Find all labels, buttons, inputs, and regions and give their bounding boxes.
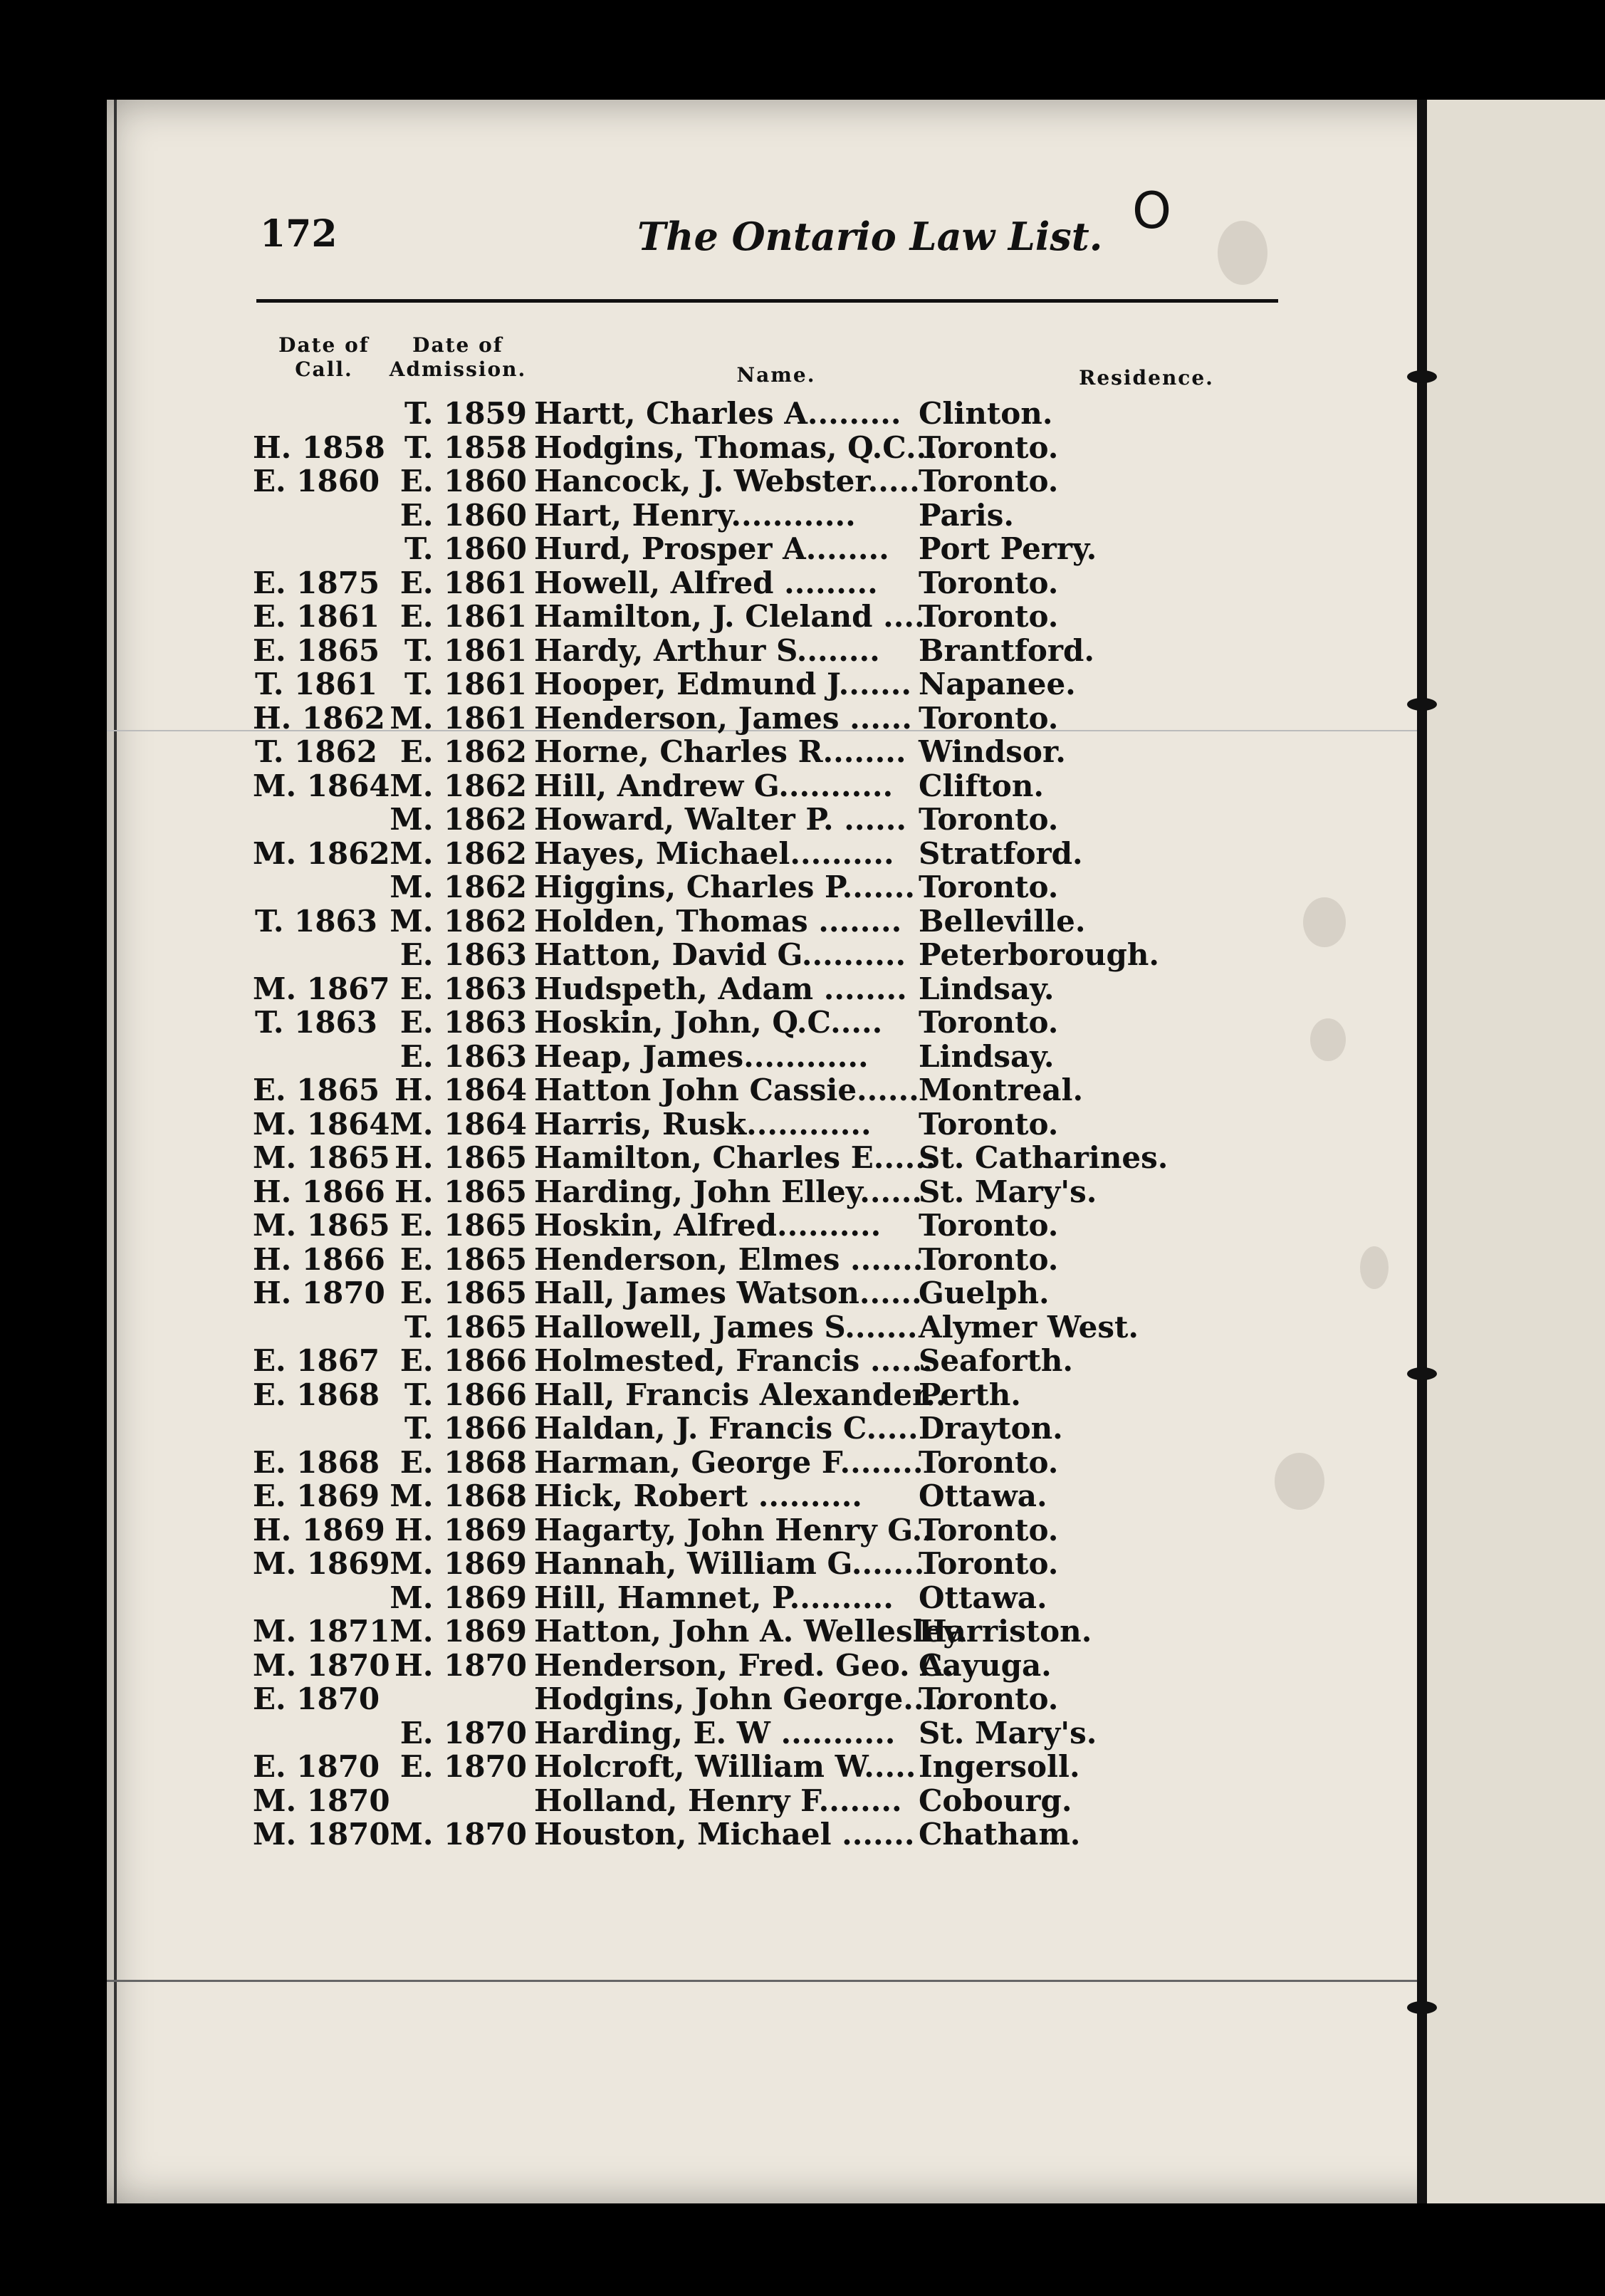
- date-of-admission: E. 1865: [399, 1241, 527, 1277]
- date-of-admission: E. 1863: [399, 1038, 527, 1074]
- date-of-admission: M. 1862: [390, 835, 527, 871]
- date-of-admission: M. 1869: [390, 1546, 527, 1581]
- residence: Toronto.: [919, 565, 1059, 600]
- lawyer-name: Holden, Thomas ........: [534, 903, 902, 939]
- column-header-name: Name.: [736, 363, 816, 387]
- lawyer-name: Hill, Hamnet, P..........: [534, 1580, 894, 1615]
- date-of-call: E. 1868: [253, 1444, 380, 1480]
- date-of-admission: E. 1860: [399, 497, 527, 533]
- residence: Toronto.: [919, 870, 1059, 904]
- residence: Paris.: [919, 497, 1015, 533]
- lawyer-name: Hatton, David G..........: [534, 937, 906, 972]
- table-row: [0, 734, 1310, 768]
- date-of-admission: E. 1870: [399, 1715, 527, 1750]
- date-of-call: H. 1866: [253, 1241, 385, 1277]
- date-of-admission: E. 1868: [399, 1444, 527, 1480]
- paper-stain: [1310, 1018, 1346, 1061]
- date-of-call: T. 1863: [255, 903, 377, 939]
- residence: Toronto.: [919, 1512, 1059, 1548]
- binding-mark: [1407, 370, 1437, 383]
- date-of-call: E. 1861: [253, 599, 380, 634]
- residence: Clinton.: [919, 396, 1053, 431]
- date-of-call: M. 1871: [253, 1614, 390, 1649]
- binding-spine: [1417, 100, 1427, 2203]
- table-row: [0, 464, 1310, 498]
- date-of-call: M. 1870: [253, 1783, 390, 1818]
- header-rule: [256, 299, 1278, 303]
- residence: Montreal.: [919, 1073, 1084, 1107]
- date-of-admission: E. 1861: [399, 565, 527, 600]
- table-row: [0, 1513, 1310, 1547]
- residence: Seaforth.: [919, 1343, 1074, 1378]
- lawyer-name: Hardy, Arthur S........: [534, 632, 880, 668]
- date-of-admission: E. 1866: [399, 1343, 527, 1378]
- residence: Toronto.: [919, 1546, 1059, 1581]
- table-row: [0, 599, 1310, 633]
- column-header-call: Date of Call.: [278, 333, 370, 381]
- date-of-call: H. 1869: [253, 1512, 385, 1548]
- date-of-admission: T. 1861: [404, 632, 527, 668]
- table-row: [0, 498, 1310, 532]
- lawyer-name: Hick, Robert ..........: [534, 1478, 862, 1513]
- date-of-admission: E. 1865: [399, 1208, 527, 1243]
- date-of-call: E. 1875: [253, 565, 380, 600]
- lawyer-name: Henderson, Fred. Geo. A.: [534, 1647, 954, 1683]
- residence: Alymer West.: [919, 1309, 1139, 1345]
- lawyer-name: Hamilton, Charles E......: [534, 1140, 936, 1175]
- residence: Toronto.: [919, 1208, 1059, 1243]
- paper-stain: [1360, 1246, 1389, 1289]
- residence: Cobourg.: [919, 1783, 1072, 1818]
- lawyer-name: Hurd, Prosper A........: [534, 531, 889, 566]
- lawyer-name: Harding, E. W ...........: [534, 1715, 896, 1750]
- running-head: The Ontario Law List.: [637, 214, 1103, 259]
- table-row: [0, 1343, 1310, 1377]
- residence: Toronto.: [919, 1241, 1059, 1277]
- table-row: [0, 836, 1310, 870]
- table-row: [0, 1107, 1310, 1141]
- lawyer-name: Hatton, John A. Wellesley.: [534, 1614, 968, 1649]
- table-row: [0, 1242, 1310, 1276]
- date-of-call: E. 1869: [253, 1478, 380, 1513]
- table-row: [0, 565, 1310, 600]
- lawyer-name: Houston, Michael .......: [534, 1817, 915, 1852]
- table-row: [0, 1073, 1310, 1107]
- date-of-admission: E. 1863: [399, 971, 527, 1006]
- table-row: [0, 1614, 1310, 1648]
- residence: Toronto.: [919, 1681, 1059, 1716]
- table-row: [0, 531, 1310, 565]
- date-of-call: M. 1870: [253, 1647, 390, 1683]
- residence: Lindsay.: [919, 971, 1055, 1006]
- table-row: [0, 937, 1310, 971]
- facing-page-edge: [1427, 100, 1605, 2203]
- date-of-call: E. 1870: [253, 1681, 380, 1716]
- residence: Toronto.: [919, 464, 1059, 499]
- lawyer-name: Hall, James Watson......: [534, 1275, 922, 1310]
- lawyer-name: Hallowell, James S.......: [534, 1309, 918, 1345]
- lawyer-name: Henderson, James ......: [534, 700, 912, 736]
- lawyer-name: Heap, James............: [534, 1038, 869, 1074]
- column-header-admission: Date of Admission.: [389, 333, 527, 381]
- lawyer-name: Hatton John Cassie......: [534, 1073, 919, 1107]
- residence: Toronto.: [919, 1106, 1059, 1142]
- table-row: [0, 430, 1310, 464]
- residence: Napanee.: [919, 667, 1076, 701]
- table-row: [0, 701, 1310, 735]
- date-of-call: M. 1864: [253, 768, 390, 803]
- residence: Toronto.: [919, 1444, 1059, 1480]
- date-of-admission: E. 1863: [399, 1005, 527, 1040]
- date-of-admission: T. 1859: [404, 396, 527, 431]
- table-row: [0, 1783, 1310, 1817]
- lawyer-name: Hayes, Michael..........: [534, 835, 894, 871]
- residence: St. Catharines.: [919, 1140, 1169, 1175]
- table-row: [0, 1716, 1310, 1750]
- date-of-admission: T. 1860: [404, 531, 527, 566]
- lawyer-name: Hamilton, J. Cleland ....: [534, 599, 925, 634]
- date-of-admission: M. 1870: [390, 1817, 527, 1852]
- margin-handwritten-mark: O: [1132, 182, 1172, 240]
- table-row: [0, 1208, 1310, 1242]
- lawyer-name: Haldan, J. Francis C.....: [534, 1411, 919, 1446]
- residence: Toronto.: [919, 700, 1059, 736]
- residence: Ottawa.: [919, 1478, 1047, 1513]
- date-of-call: T. 1861: [255, 667, 377, 701]
- date-of-call: M. 1867: [253, 971, 390, 1006]
- date-of-call: T. 1862: [255, 734, 377, 769]
- date-of-admission: M. 1862: [390, 768, 527, 803]
- residence: Toronto.: [919, 1005, 1059, 1040]
- date-of-admission: E. 1862: [399, 734, 527, 769]
- table-row: [0, 1648, 1310, 1682]
- residence: Stratford.: [919, 835, 1083, 871]
- lawyer-name: Holcroft, William W.....: [534, 1749, 916, 1784]
- date-of-call: M. 1865: [253, 1140, 390, 1175]
- table-row: [0, 971, 1310, 1006]
- table-row: [0, 1546, 1310, 1580]
- table-row: [0, 1411, 1310, 1445]
- table-row: [0, 1310, 1310, 1344]
- residence: Toronto.: [919, 802, 1059, 837]
- date-of-call: T. 1863: [255, 1005, 377, 1040]
- residence: Toronto.: [919, 599, 1059, 634]
- lawyer-name: Horne, Charles R........: [534, 734, 906, 769]
- date-of-admission: H. 1870: [394, 1647, 527, 1683]
- law-list-table: [0, 396, 1310, 1851]
- lawyer-name: Harding, John Elley......: [534, 1174, 923, 1209]
- lawyer-name: Hodgins, Thomas, Q.C....: [534, 429, 948, 465]
- date-of-call: M. 1869: [253, 1546, 390, 1581]
- table-row: [0, 870, 1310, 904]
- date-of-admission: T. 1865: [404, 1309, 527, 1345]
- lawyer-name: Hart, Henry............: [534, 497, 856, 533]
- table-row: [0, 904, 1310, 938]
- residence: St. Mary's.: [919, 1174, 1097, 1209]
- date-of-call: E. 1865: [253, 1073, 380, 1107]
- lawyer-name: Harris, Rusk............: [534, 1106, 872, 1142]
- lawyer-name: Howell, Alfred .........: [534, 565, 878, 600]
- binding-mark: [1407, 698, 1437, 711]
- table-row: [0, 1039, 1310, 1073]
- date-of-call: E. 1868: [253, 1377, 380, 1412]
- residence: Brantford.: [919, 632, 1094, 668]
- table-row: [0, 768, 1310, 803]
- date-of-admission: H. 1869: [394, 1512, 527, 1548]
- lawyer-name: Holland, Henry F........: [534, 1783, 902, 1818]
- table-row: [0, 802, 1310, 836]
- date-of-call: M. 1870: [253, 1817, 390, 1852]
- table-row: [0, 1478, 1310, 1513]
- lawyer-name: Hodgins, John George....: [534, 1681, 945, 1716]
- date-of-admission: H. 1864: [394, 1073, 527, 1107]
- date-of-call: M. 1862: [253, 835, 390, 871]
- residence: Port Perry.: [919, 531, 1097, 566]
- date-of-call: H. 1866: [253, 1174, 385, 1209]
- date-of-admission: T. 1866: [404, 1411, 527, 1446]
- table-row: [0, 396, 1310, 430]
- column-header-residence: Residence.: [1079, 366, 1214, 390]
- residence: Belleville.: [919, 903, 1086, 939]
- date-of-admission: T. 1858: [404, 429, 527, 465]
- binding-mark: [1407, 2001, 1437, 2014]
- table-row: [0, 1749, 1310, 1783]
- lawyer-name: Hagarty, John Henry G..: [534, 1512, 933, 1548]
- table-row: [0, 1140, 1310, 1174]
- date-of-call: E. 1867: [253, 1343, 380, 1378]
- residence: Perth.: [919, 1377, 1021, 1412]
- table-row: [0, 1174, 1310, 1209]
- residence: Ottawa.: [919, 1580, 1047, 1615]
- paper-stain: [1218, 221, 1267, 285]
- date-of-call: M. 1864: [253, 1106, 390, 1142]
- date-of-admission: M. 1862: [390, 802, 527, 837]
- date-of-admission: E. 1870: [399, 1749, 527, 1784]
- lawyer-name: Hoskin, John, Q.C.....: [534, 1005, 883, 1040]
- lawyer-name: Hoskin, Alfred..........: [534, 1208, 882, 1243]
- date-of-call: M. 1865: [253, 1208, 390, 1243]
- lawyer-name: Hooper, Edmund J.......: [534, 667, 911, 701]
- residence: St. Mary's.: [919, 1715, 1097, 1750]
- residence: Lindsay.: [919, 1038, 1055, 1074]
- residence: Ingersoll.: [919, 1749, 1080, 1784]
- residence: Harriston.: [919, 1614, 1092, 1649]
- date-of-call: E. 1870: [253, 1749, 380, 1784]
- table-row: [0, 1681, 1310, 1716]
- residence: Chatham.: [919, 1817, 1081, 1852]
- lawyer-name: Hancock, J. Webster.....: [534, 464, 920, 499]
- lawyer-name: Hannah, William G.......: [534, 1546, 925, 1581]
- residence: Windsor.: [919, 734, 1066, 769]
- table-row: [0, 1817, 1310, 1851]
- page-number: 172: [260, 212, 338, 256]
- date-of-admission: H. 1865: [394, 1174, 527, 1209]
- date-of-admission: E. 1865: [399, 1275, 527, 1310]
- date-of-call: H. 1870: [253, 1275, 385, 1310]
- residence: Toronto.: [919, 429, 1059, 465]
- residence: Drayton.: [919, 1411, 1063, 1446]
- residence: Cayuga.: [919, 1647, 1052, 1683]
- lawyer-name: Henderson, Elmes .......: [534, 1241, 924, 1277]
- date-of-admission: M. 1864: [390, 1106, 527, 1142]
- date-of-admission: M. 1868: [390, 1478, 527, 1513]
- bottom-margin-rule: [107, 1980, 1417, 1982]
- date-of-admission: M. 1862: [390, 870, 527, 904]
- table-row: [0, 1445, 1310, 1479]
- lawyer-name: Hartt, Charles A.........: [534, 396, 901, 431]
- table-row: [0, 633, 1310, 667]
- lawyer-name: Howard, Walter P. ......: [534, 802, 906, 837]
- binding-mark: [1407, 1367, 1437, 1380]
- lawyer-name: Hudspeth, Adam ........: [534, 971, 907, 1006]
- table-row: [0, 667, 1310, 701]
- table-row: [0, 1275, 1310, 1310]
- lawyer-name: Hall, Francis Alexander..: [534, 1377, 946, 1412]
- table-row: [0, 1377, 1310, 1411]
- date-of-admission: E. 1863: [399, 937, 527, 972]
- date-of-admission: M. 1869: [390, 1614, 527, 1649]
- lawyer-name: Holmested, Francis ......: [534, 1343, 933, 1378]
- date-of-admission: M. 1862: [390, 903, 527, 939]
- date-of-admission: T. 1861: [404, 667, 527, 701]
- lawyer-name: Harman, George F........: [534, 1444, 924, 1480]
- date-of-call: H. 1858: [253, 429, 385, 465]
- lawyer-name: Hill, Andrew G...........: [534, 768, 894, 803]
- date-of-admission: H. 1865: [394, 1140, 527, 1175]
- table-row: [0, 1580, 1310, 1614]
- date-of-admission: E. 1860: [399, 464, 527, 499]
- residence: Clifton.: [919, 768, 1044, 803]
- date-of-admission: M. 1861: [390, 700, 527, 736]
- date-of-admission: M. 1869: [390, 1580, 527, 1615]
- residence: Guelph.: [919, 1275, 1050, 1310]
- lawyer-name: Higgins, Charles P.......: [534, 870, 915, 904]
- date-of-call: E. 1865: [253, 632, 380, 668]
- table-row: [0, 1005, 1310, 1039]
- date-of-admission: T. 1866: [404, 1377, 527, 1412]
- residence: Peterborough.: [919, 937, 1160, 972]
- date-of-call: E. 1860: [253, 464, 380, 499]
- date-of-admission: E. 1861: [399, 599, 527, 634]
- date-of-call: H. 1862: [253, 700, 385, 736]
